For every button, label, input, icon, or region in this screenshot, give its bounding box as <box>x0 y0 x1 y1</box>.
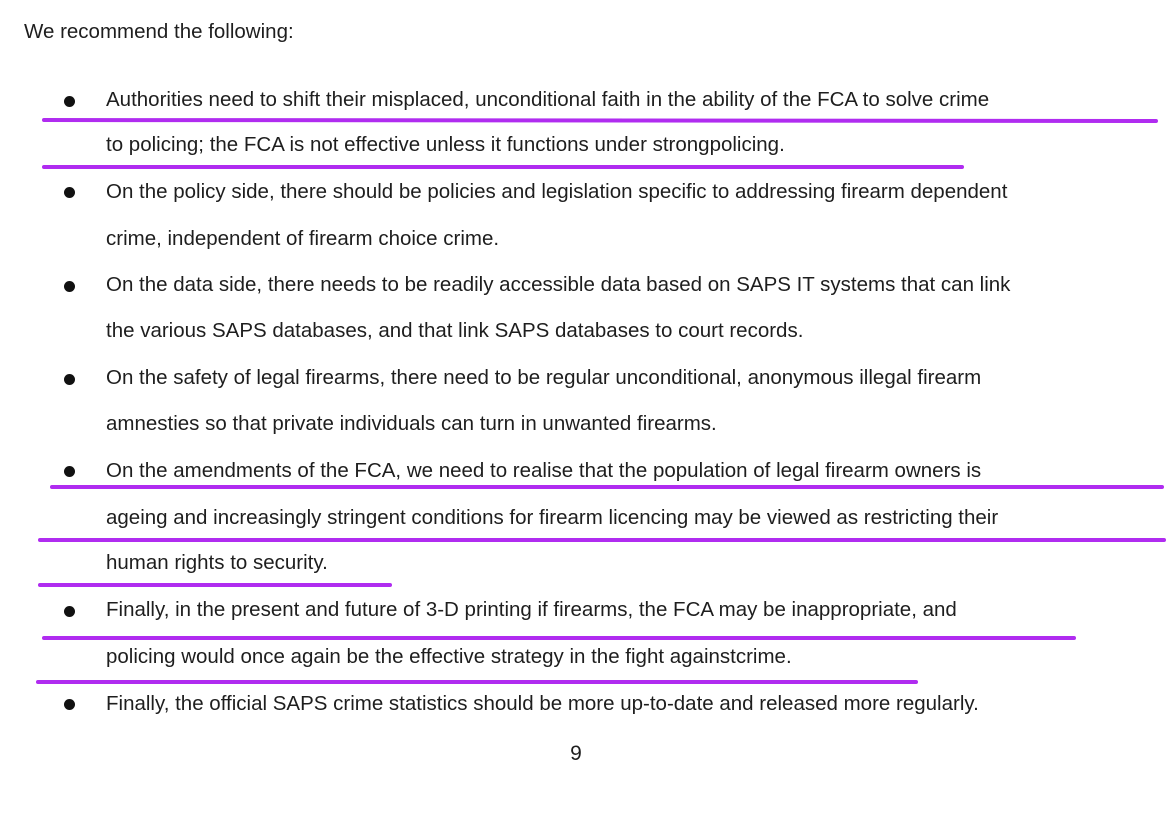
bullet-marker <box>64 606 75 617</box>
page-number: 9 <box>570 742 582 765</box>
highlight-underline <box>36 680 918 684</box>
bullet-marker <box>64 466 75 477</box>
list-item-line: Finally, in the present and future of 3-D printing if firearms, the FCA may be inappropriate, and <box>106 598 957 621</box>
list-item-line: amnesties so that private individuals can turn in unwanted firearms. <box>106 412 717 435</box>
intro-text: We recommend the following: <box>24 20 294 43</box>
list-item-line: On the policy side, there should be policies and legislation specific to addressing firearm dependent <box>106 180 1008 203</box>
list-item-line: On the data side, there needs to be readily accessible data based on SAPS IT systems that can link <box>106 273 1011 296</box>
list-item-line: On the safety of legal firearms, there need to be regular unconditional, anonymous illegal firearm <box>106 366 982 389</box>
bullet-marker <box>64 374 75 385</box>
list-item-line: human rights to security. <box>106 551 328 574</box>
bullet-marker <box>64 187 75 198</box>
bullet-marker <box>64 699 75 710</box>
list-item-line: to policing; the FCA is not effective unless it functions under strongpolicing. <box>106 133 785 156</box>
list-item-line: Finally, the official SAPS crime statistics should be more up-to-date and released more regularly. <box>106 692 979 715</box>
highlight-underline <box>42 118 1158 123</box>
bullet-marker <box>64 96 75 107</box>
list-item-line: crime, independent of firearm choice crime. <box>106 227 500 250</box>
list-item-line: the various SAPS databases, and that link SAPS databases to court records. <box>106 319 804 342</box>
list-item-line: On the amendments of the FCA, we need to realise that the population of legal firearm owners is <box>106 459 982 482</box>
list-item-line: ageing and increasingly stringent conditions for firearm licencing may be viewed as restricting their <box>106 506 999 529</box>
highlight-underline <box>42 165 964 169</box>
list-item-line: policing would once again be the effective strategy in the fight againstcrime. <box>106 645 792 668</box>
highlight-underline <box>38 583 392 587</box>
list-item-line: Authorities need to shift their misplaced, unconditional faith in the ability of the FCA to solve crime <box>106 88 990 111</box>
bullet-marker <box>64 281 75 292</box>
highlight-underline <box>42 636 1076 640</box>
highlight-underline <box>50 485 1164 489</box>
highlight-underline <box>38 538 1166 542</box>
